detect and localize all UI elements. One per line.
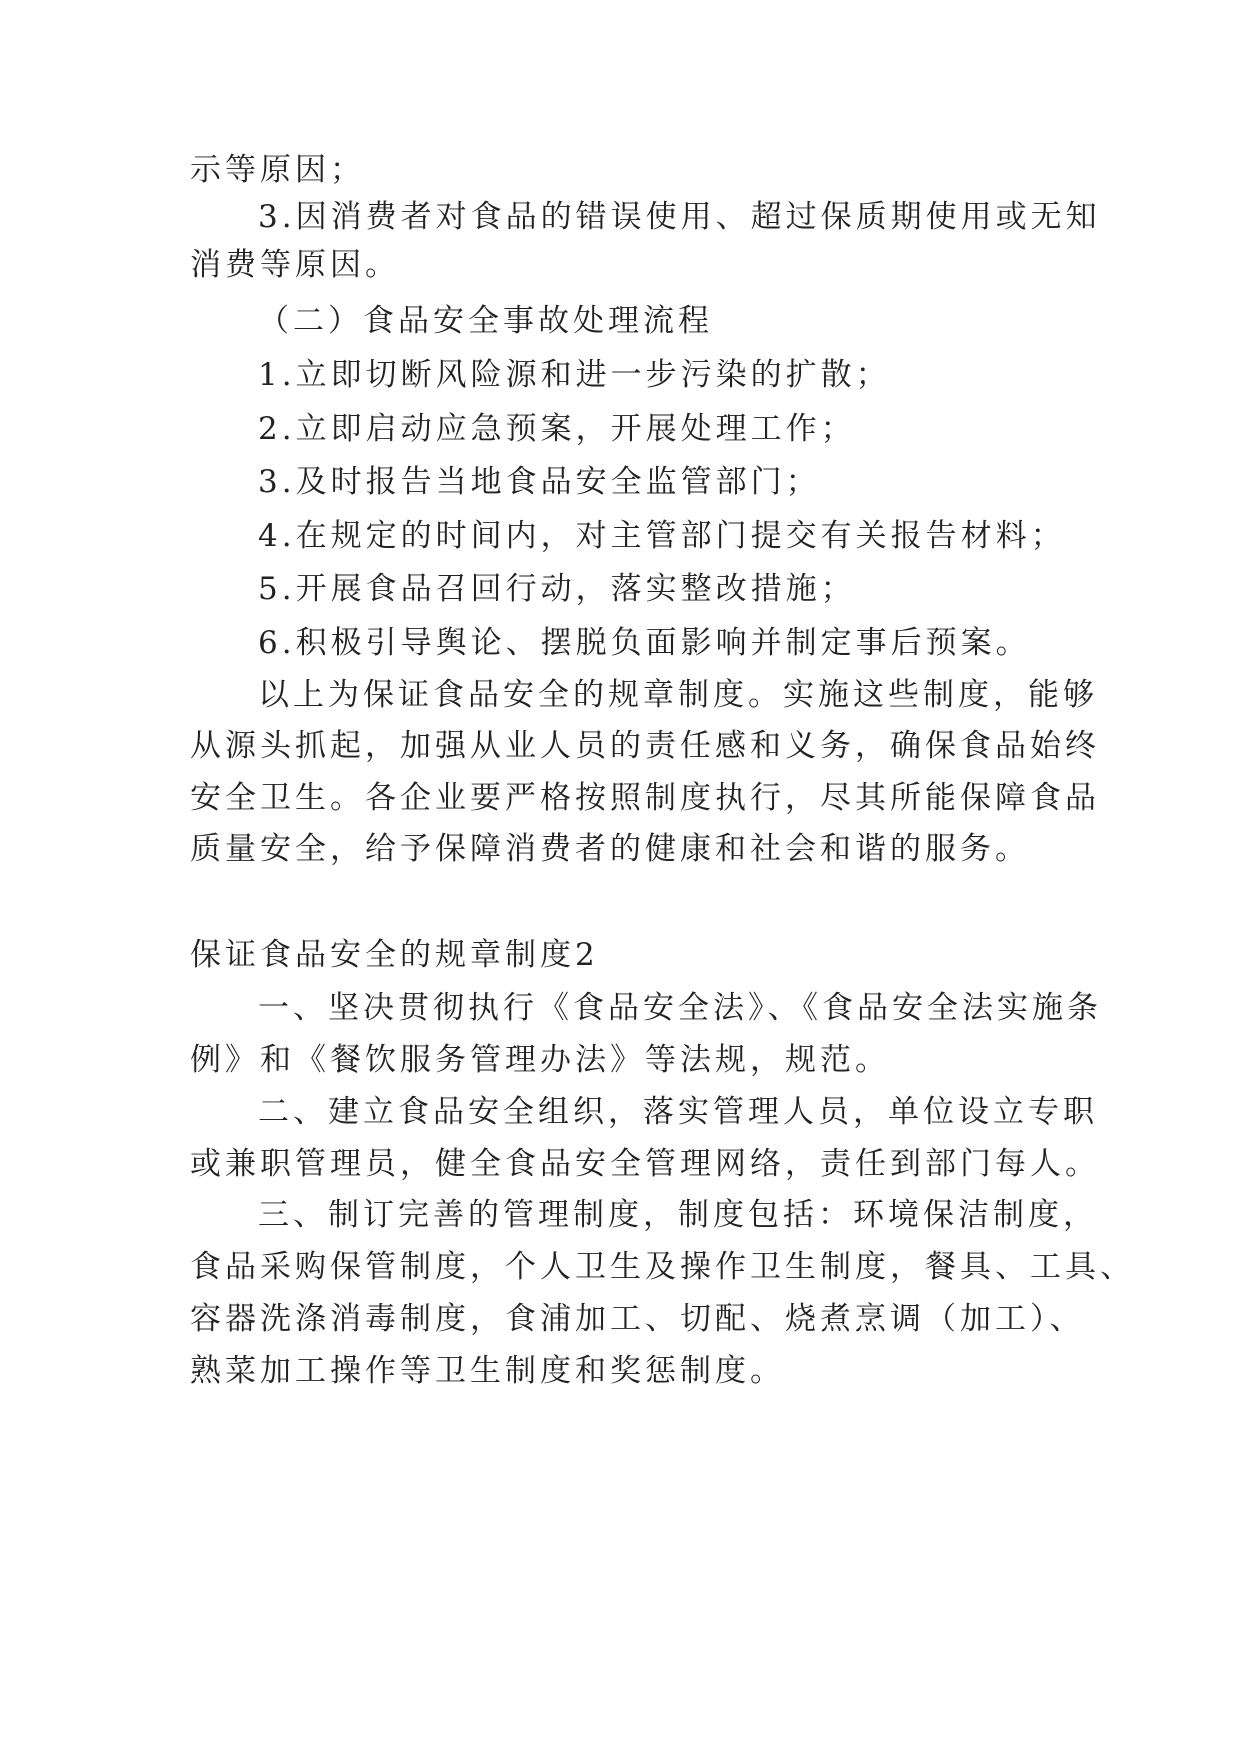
text-line-rule-3-continued-2: 容器洗涤消毒制度，食浦加工、切配、烧煮烹调（加工）、	[190, 1301, 1085, 1337]
text-line-rule-1-continued: 例》和《餐饮服务管理办法》等法规，规范。	[190, 1042, 890, 1078]
text-line-item-3-reason-continued: 消费等原因。	[190, 247, 400, 283]
text-line-rule-3: 三、制订完善的管理制度，制度包括：环境保洁制度，	[258, 1197, 1098, 1233]
text-line-rule-3-continued-3: 熟菜加工操作等卫生制度和奖惩制度。	[190, 1353, 785, 1389]
text-line-item-3-reason: 3.因消费者对食品的错误使用、超过保质期使用或无知	[258, 199, 1101, 235]
text-line-rule-1: 一、坚决贯彻执行《食品安全法》、《食品安全法实施条	[258, 990, 1102, 1026]
text-line-summary-4: 质量安全，给予保障消费者的健康和社会和谐的服务。	[190, 831, 1030, 867]
text-line-process-step-1: 1.立即切断风险源和进一步污染的扩散；	[258, 357, 891, 393]
text-line-summary-2: 从源头抓起，加强从业人员的责任感和义务，确保食品始终	[190, 728, 1100, 764]
text-line-rule-3-continued-1: 食品采购保管制度，个人卫生及操作卫生制度，餐具、工具、	[190, 1249, 1135, 1285]
text-line-process-step-2: 2.立即启动应急预案，开展处理工作；	[258, 411, 856, 447]
text-line-rule-2-continued: 或兼职管理员，健全食品安全管理网络，责任到部门每人。	[190, 1146, 1100, 1182]
text-line-process-step-4: 4.在规定的时间内，对主管部门提交有关报告材料；	[258, 518, 1066, 554]
text-line-process-step-6: 6.积极引导舆论、摆脱负面影响并制定事后预案。	[258, 625, 1031, 661]
text-line-rule-2: 二、建立食品安全组织，落实管理人员，单位设立专职	[258, 1094, 1098, 1130]
text-line-summary-3: 安全卫生。各企业要严格按照制度执行，尽其所能保障食品	[190, 780, 1100, 816]
text-line-process-step-5: 5.开展食品召回行动，落实整改措施；	[258, 571, 856, 607]
section-heading-accident-process: （二）食品安全事故处理流程	[258, 303, 713, 339]
text-line-summary-1: 以上为保证食品安全的规章制度。实施这些制度，能够	[258, 677, 1098, 713]
document-title-2: 保证食品安全的规章制度2	[190, 937, 599, 973]
text-line-process-step-3: 3.及时报告当地食品安全监管部门；	[258, 464, 821, 500]
text-line-reason-continued: 示等原因；	[190, 152, 365, 188]
